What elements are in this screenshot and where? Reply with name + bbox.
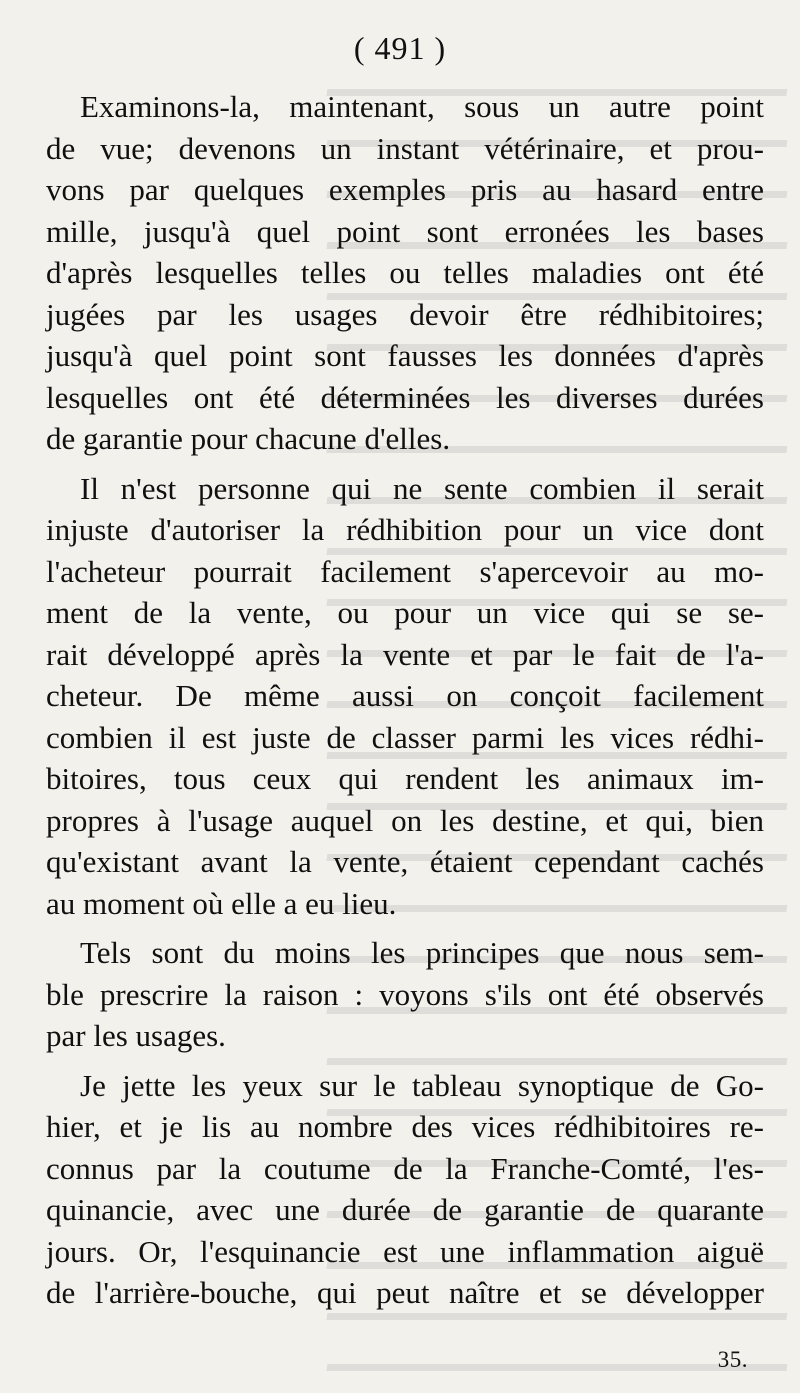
- text-line: qu'existant avant la vente, étaient cependant cachés: [46, 844, 764, 879]
- text-line: jusqu'à quel point sont fausses les données d'après: [46, 338, 764, 373]
- paragraph-1: [46, 86, 764, 460]
- text-line: d'après lesquelles telles ou telles maladies ont été: [46, 255, 764, 290]
- body-text: [46, 86, 764, 1322]
- text-line: connus par la coutume de la Franche-Comté, l'es-: [46, 1150, 764, 1186]
- signature-mark: 35.: [717, 1347, 748, 1372]
- text-line: au moment où elle a eu lieu.: [46, 885, 397, 921]
- text-line: mille, jusqu'à quel point sont erronées les bases: [46, 213, 764, 249]
- text-line: combien il est juste de classer parmi les vices rédhi-: [46, 719, 764, 755]
- text-line: bitoires, tous ceux qui rendent les animaux im-: [46, 761, 764, 796]
- text-line: de l'arrière-bouche, qui peut naître et se développer: [46, 1275, 764, 1310]
- text-line: lesquelles ont été déterminées les diverses durées: [46, 379, 764, 415]
- text-line: Tels sont du moins les principes que nous sem-: [80, 935, 764, 970]
- text-line: hier, et je lis au nombre des vices rédhibitoires re-: [46, 1109, 764, 1144]
- text-line: cheteur. De même aussi on conçoit facilement: [46, 678, 764, 713]
- text-line: rait développé après la vente et par le fait de l'a-: [46, 636, 764, 672]
- text-line: injuste d'autoriser la rédhibition pour un vice dont: [46, 512, 764, 547]
- text-line: ble prescrire la raison : voyons s'ils ont été observés: [46, 976, 764, 1012]
- text-line: l'acheteur pourrait facilement s'apercevoir au mo-: [46, 553, 764, 589]
- text-line: par les usages.: [46, 1018, 226, 1053]
- page-number: ( 491 ): [353, 30, 447, 66]
- text-line: de garantie pour chacune d'elles.: [46, 421, 451, 456]
- text-line: jours. Or, l'esquinancie est une inflammation aiguë: [46, 1233, 764, 1269]
- text-line: propres à l'usage auquel on les destine, et qui, bien: [46, 802, 764, 838]
- text-line: quinancie, avec une durée de garantie de quarante: [46, 1192, 764, 1227]
- paragraph-2: [46, 468, 764, 925]
- paragraph-3: [46, 932, 764, 1057]
- text-line: jugées par les usages devoir être rédhibitoires;: [46, 296, 764, 332]
- text-line: Examinons-la, maintenant, sous un autre point: [80, 89, 764, 124]
- paragraph-4: [46, 1065, 764, 1314]
- text-line: ment de la vente, ou pour un vice qui se se-: [46, 595, 764, 630]
- text-line: Il n'est personne qui ne sente combien il serait: [80, 470, 764, 506]
- text-line: Je jette les yeux sur le tableau synoptique de Go-: [80, 1067, 764, 1103]
- text-line: vons par quelques exemples pris au hasard entre: [46, 172, 764, 207]
- text-line: de vue; devenons un instant vétérinaire, et prou-: [46, 130, 764, 166]
